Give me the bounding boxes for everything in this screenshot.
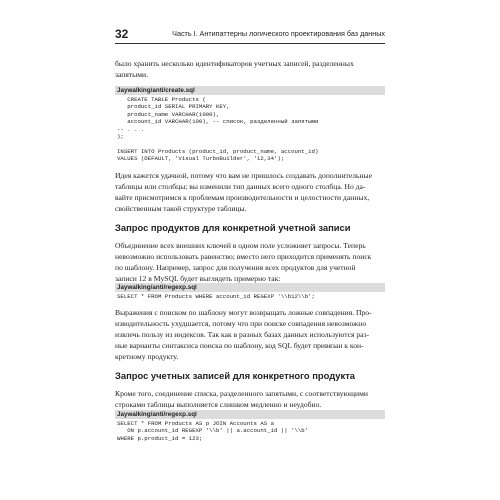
code-block-regexp-2: SELECT * FROM Products AS p JOIN Accounts AS a ON p.account_id REGEXP '\\b' || a.account_id || '\\b' WHERE p.product_id = 123; [117, 420, 309, 442]
code-block-regexp-1: SELECT * FROM Products WHERE account_id REGEXP '\\b12\\b'; [117, 293, 315, 300]
paragraph-join: Кроме того, соединение списка, разделенного запятыми, с соответствующими строками таблицы выполняется слишком медленно и неудобно. [115, 389, 368, 409]
heading-products-query: Запрос продуктов для конкретной учетной записи [115, 222, 351, 233]
code-label-regexp-2: Jaywalking/anti/regexp.sql [115, 410, 385, 419]
paragraph-intro: было хранить несколько идентификаторов учетных записей, разделенных запятыми. [115, 59, 354, 79]
code-block-create: CREATE TABLE Products ( product_id SERIAL PRIMARY KEY, product_name VARCHAR(1000), account_id VARCHAR(100), -- список, разделенный запятыми -- . . . ); INSERT INTO Products (product_id, product_name, account_id) VALUES (DEFAULT, 'Visual TurboBuilder', '12,34'); [117, 96, 319, 163]
running-title: Часть I. Антипаттерны логического проектирования баз данных [172, 29, 385, 38]
paragraph-pattern-search: Выражения с поиском по шаблону могут возвращать ложные совпадения. Про- изводительность ухудшается, потому что при поиске совпадения невозможно извлечь пользу из индексов. Так как в разных базах данных используются раз- ные варианты синтаксиса поиска по шаблону, код SQL будет привязан к кон- кретному продукту. [115, 308, 372, 361]
paragraph-foreign-keys: Объединение всех внешних ключей в одном поле усложняет запросы. Теперь невозможно использовать равенство; вместо него приходится применять поиск по шаблону. Например, запрос для получения всех продуктов для учетной записи 12 в MySQL будет выглядеть примерно так: [115, 241, 372, 283]
heading-accounts-query: Запрос учетных записей для конкретного продукта [115, 370, 356, 381]
code-label-create: Jaywalking/anti/create.sql [115, 86, 385, 95]
paragraph-idea: Идея кажется удачной, потому что вам не пришлось создавать дополнительные таблицы или столбцы; вы изменили тип данных всего одного столбца. Но да- вайте присмотримся к проблемам производительности и целостности данных, свойственным такой структуре таблицы. [115, 171, 372, 213]
code-label-regexp-1: Jaywalking/anti/regexp.sql [115, 283, 385, 292]
page-number: 32 [115, 27, 129, 41]
page-header [115, 27, 385, 44]
